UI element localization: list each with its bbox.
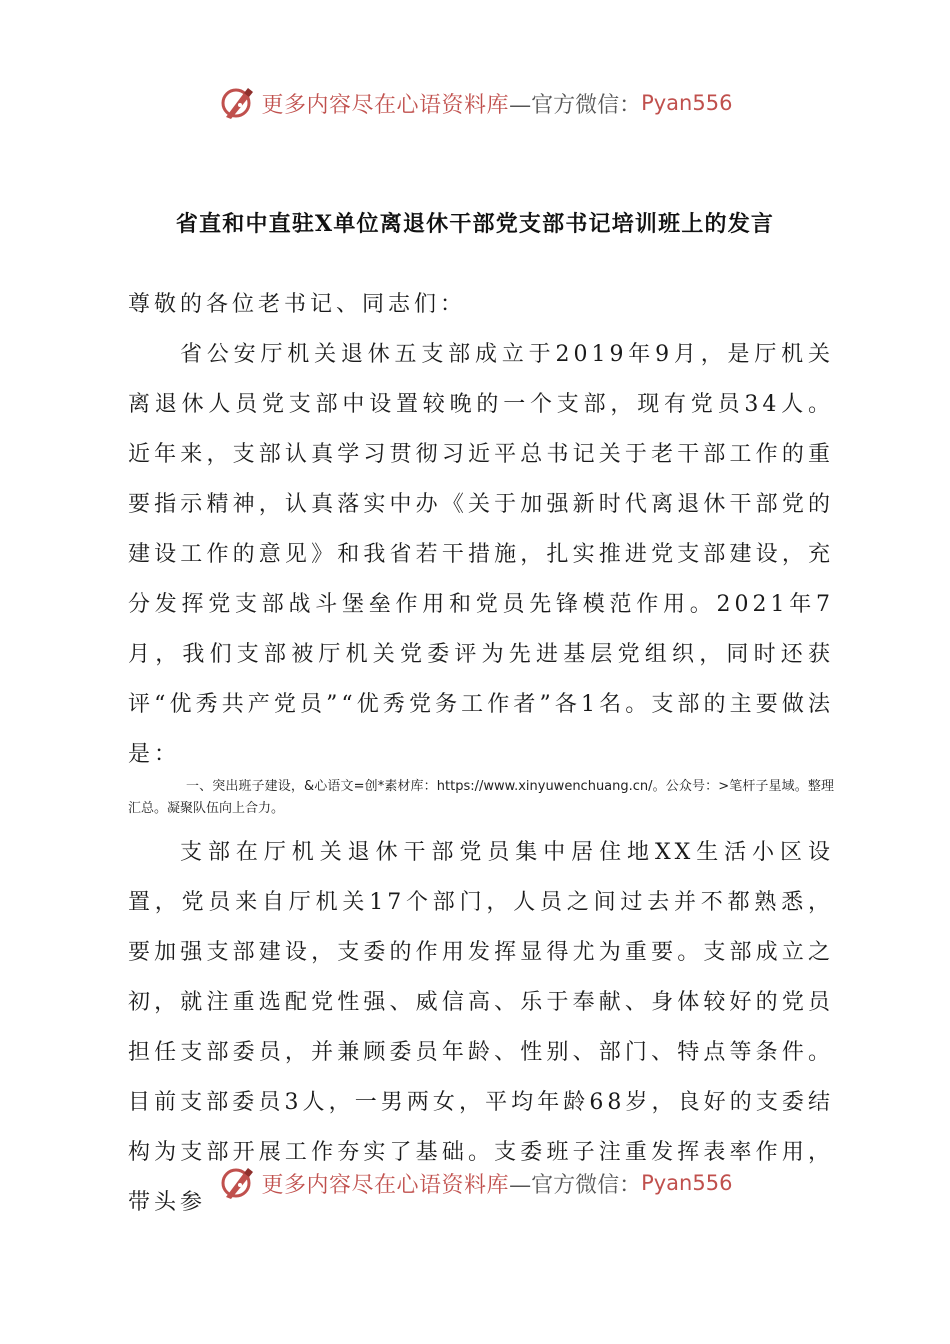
- document-title: 省直和中直驻X单位离退休干部党支部书记培训班上的发言: [175, 211, 775, 237]
- pen-nib-logo-icon: [218, 83, 258, 123]
- banner-separator: —官方微信：: [509, 1172, 642, 1198]
- document-body: [128, 280, 834, 1228]
- header-banner: [0, 80, 950, 126]
- banner-text: 更多内容尽在心语资料库: [261, 1172, 510, 1198]
- banner-text: 更多内容尽在心语资料库: [261, 92, 510, 118]
- banner-wechat-id: Pyan556: [641, 91, 733, 115]
- pen-nib-logo-icon: [218, 1163, 258, 1203]
- banner-wechat-id: Pyan556: [641, 1171, 733, 1195]
- salutation: 尊敬的各位老书记、同志们：: [128, 292, 467, 317]
- section-heading: 一、突出班子建设，&心语文=创*素材库：https://www.xinyuwenchuang.cn/。公众号：>笔杆子星域。整理汇总。凝聚队伍向上合力。: [128, 779, 834, 816]
- paragraph-intro: 省公安厅机关退休五支部成立于2019年9月，是厅机关离退休人员党支部中设置较晚的一个支部，现有党员34人。近年来，支部认真学习贯彻习近平总书记关于老干部工作的重要指示精神，认真落实中办《关于加强新时代离退休干部党的建设工作的意见》和我省若干措施，扎实推进党支部建设，充分发挥党支部战斗堡垒作用和党员先锋模范作用。2021年7月，我们支部被厅机关党委评为先进基层党组织，同时还获评“优秀共产党员”“优秀党务工作者”各1名。支部的主要做法是：: [128, 342, 834, 767]
- footer-banner: [0, 1160, 950, 1206]
- banner-separator: —官方微信：: [509, 92, 642, 118]
- paragraph-branch-building: 支部在厅机关退休干部党员集中居住地XX生活小区设置，党员来自厅机关17个部门，人员之间过去并不都熟悉，要加强支部建设，支委的作用发挥显得尤为重要。支部成立之初，就注重选配党性强、威信高、乐于奉献、身体较好的党员担任支部委员，并兼顾委员年龄、性别、部门、特点等条件。目前支部委员3人，一男两女，平均年龄68岁，良好的支委结构为支部开展工作夯实了基础。支委班子注重发挥表率作用，带头参: [128, 840, 834, 1215]
